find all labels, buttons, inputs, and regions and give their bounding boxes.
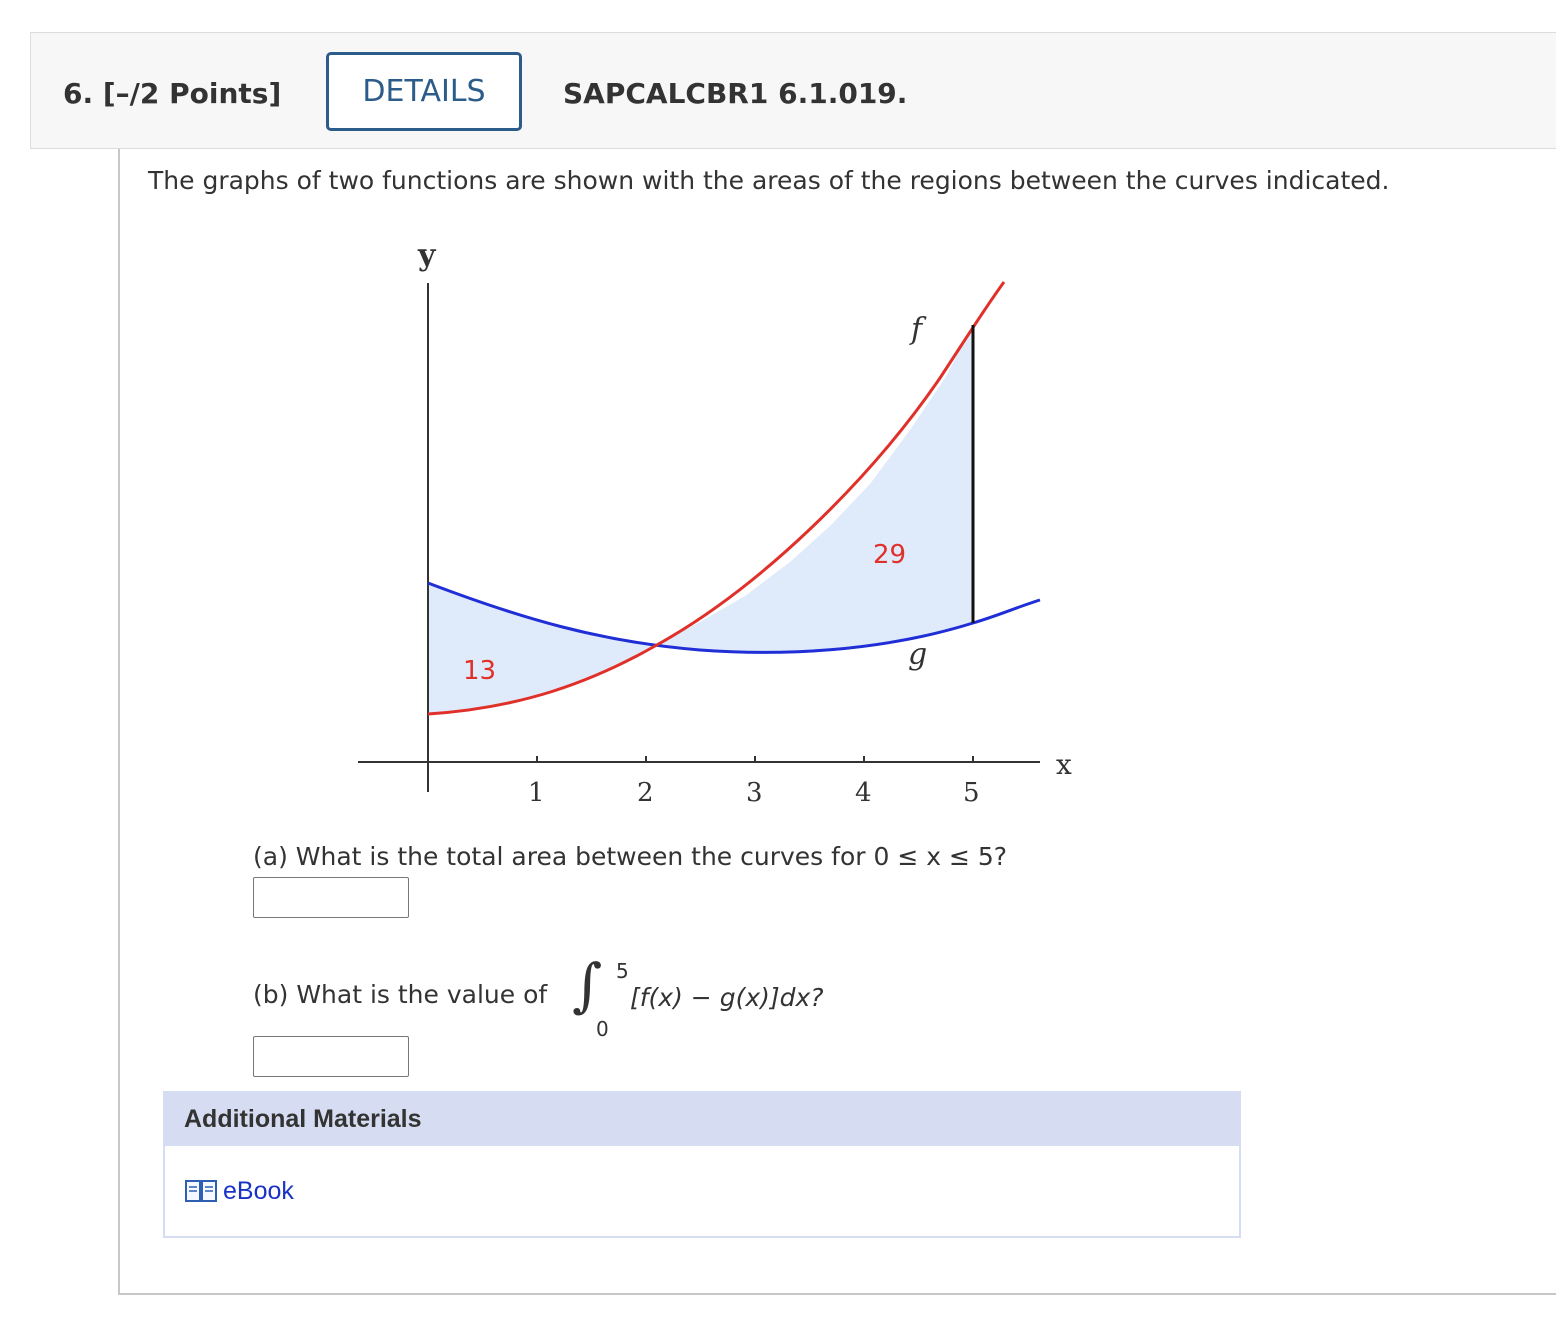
x-tick-label-2: 2 (637, 778, 654, 808)
region-right-area-label: 29 (873, 540, 907, 570)
region-left-area-label: 13 (463, 656, 497, 686)
additional-materials-title: Additional Materials (165, 1093, 1239, 1146)
question-b-text: (b) What is the value of (253, 980, 548, 1009)
y-axis-label: y (418, 238, 436, 273)
additional-materials (163, 1091, 1241, 1238)
integral-lower-limit: 0 (596, 1017, 609, 1041)
book-icon (185, 1178, 217, 1204)
question-number: 6. [–/2 Points] (63, 77, 282, 110)
details-button[interactable]: DETAILS (326, 52, 522, 131)
answer-a-input[interactable] (253, 877, 409, 918)
problem-id: SAPCALCBR1 6.1.019. (563, 77, 908, 110)
ebook-label: eBook (223, 1177, 294, 1205)
curve-g-label: g (908, 637, 928, 672)
integral-expression (572, 951, 872, 1045)
ebook-link[interactable] (185, 1177, 294, 1206)
x-tick-label-3: 3 (746, 778, 763, 808)
x-tick-label-4: 4 (855, 778, 872, 808)
integrand: [f(x) − g(x)]dx? (630, 983, 824, 1012)
curve-f-label: f (911, 312, 923, 347)
answer-b-input[interactable] (253, 1036, 409, 1077)
x-tick-label-1: 1 (528, 778, 545, 808)
intro-text: The graphs of two functions are shown with the areas of the regions between the curves indicated. (148, 166, 1390, 195)
x-tick-label-5: 5 (963, 778, 980, 808)
integral-upper-limit: 5 (616, 959, 629, 983)
x-axis-label: x (1056, 748, 1072, 781)
region-right (655, 325, 973, 653)
question-a-text: (a) What is the total area between the curves for 0 ≤ x ≤ 5? (253, 842, 1008, 871)
integral-sign: ∫ (572, 951, 603, 1019)
